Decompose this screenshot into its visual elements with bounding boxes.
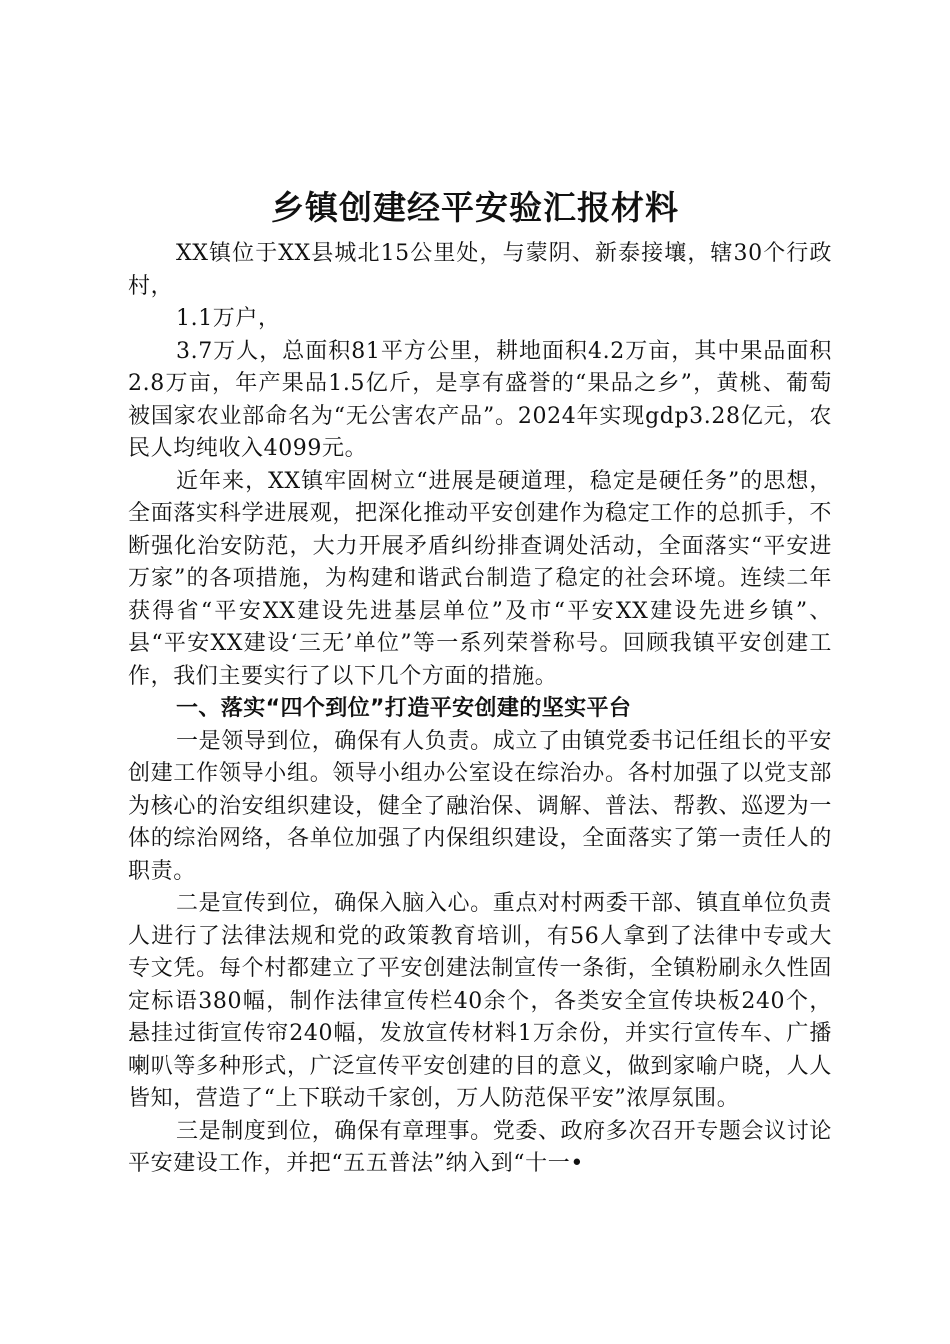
intro-paragraph-households: 1.1万户，	[176, 306, 281, 331]
document-body	[128, 238, 832, 1181]
intro-paragraph-location: XX镇位于XX县城北15公里处，与蒙阴、新泰接壤，辖30个行政村，	[128, 241, 832, 299]
document-title: 乡镇创建经平安验汇报材料	[271, 188, 679, 227]
section-paragraph-publicity: 二是宣传到位，确保入脑入心。重点对村两委干部、镇直单位负责人进行了法律法规和党的政策教育培训，有56人拿到了法律中专或大专文凭。每个村都建立了平安创建法制宣传一条街，全镇粉刷永久性固定标语380幅，制作法律宣传栏40余个，各类安全宣传块板240个，悬挂过街宣传帘240幅，发放宣传材料1万余份，并实行宣传车、广播喇叭等多种形式，广泛宣传平安创建的目的意义，做到家喻户晓，人人皆知，营造了“上下联动千家创，万人防范保平安”浓厚氛围。	[128, 891, 832, 1111]
section-paragraph-leadership: 一是领导到位，确保有人负责。成立了由镇党委书记任组长的平安创建工作领导小组。领导小组办公室设在综治办。各村加强了以党支部为核心的治安组织建设，健全了融治保、调解、普法、帮教、巡逻为一体的综治网络，各单位加强了内保组织建设，全面落实了第一责任人的职责。	[128, 728, 832, 884]
section-paragraph-system: 三是制度到位，确保有章理事。党委、政府多次召开专题会议讨论平安建设工作，并把“五五普法”纳入到“十一•	[128, 1118, 832, 1176]
intro-paragraph-overview: 近年来，XX镇牢固树立“进展是硬道理，稳定是硬任务”的思想，全面落实科学进展观，把深化推动平安创建作为稳定工作的总抓手，不断强化治安防范，大力开展矛盾纠纷排查调处活动，全面落实“平安进万家”的各项措施，为构建和谐武台制造了稳定的社会环境。连续二年获得省“平安XX建设先进基层单位”及市“平安XX建设先进乡镇”、县“平安XX建设‘三无’单位”等一系列荣誉称号。回顾我镇平安创建工作，我们主要实行了以下几个方面的措施。	[128, 468, 832, 689]
section-heading: 一、落实“四个到位”打造平安创建的坚实平台	[176, 696, 632, 721]
intro-paragraph-population: 3.7万人，总面积81平方公里，耕地面积4.2万亩，其中果品面积2.8万亩，年产果品1.5亿斤，是享有盛誉的“果品之乡”，黄桃、葡萄被国家农业部命名为“无公害农产品”。2024年实现gdp3.28亿元，农民人均纯收入4099元。	[128, 338, 832, 461]
